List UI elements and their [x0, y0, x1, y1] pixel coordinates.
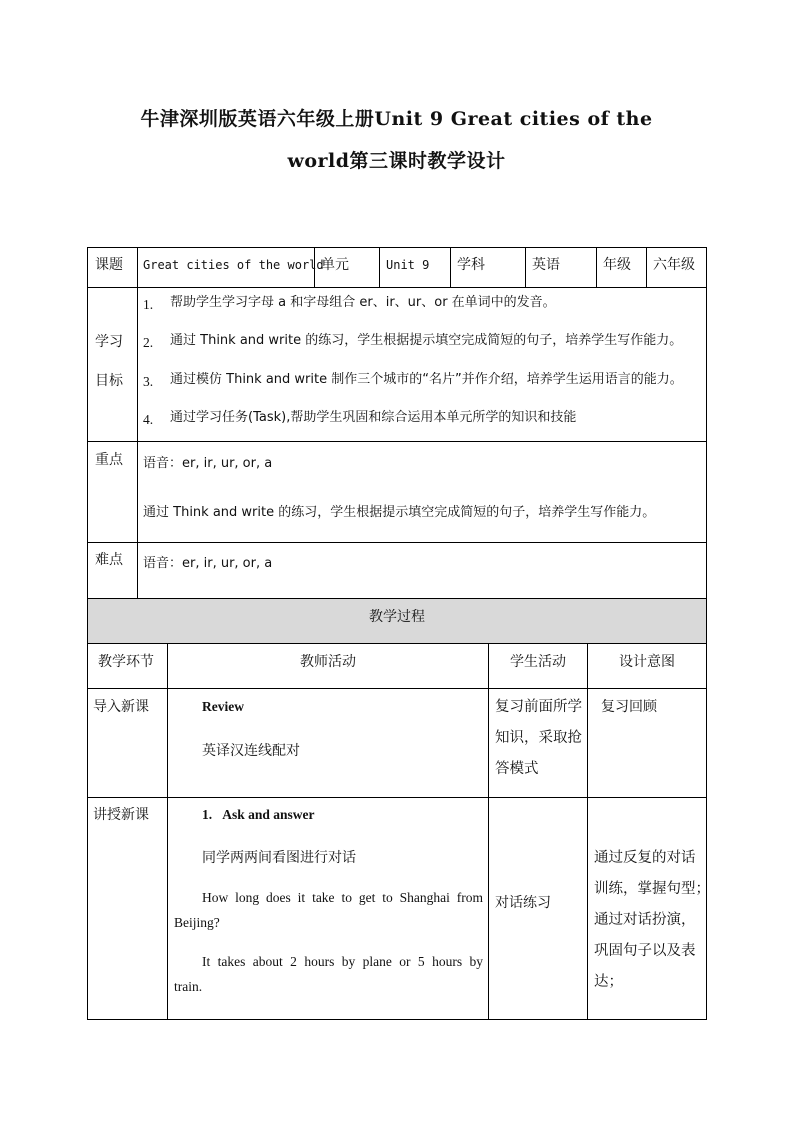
intro-student-line: 知识，采取抢	[495, 730, 582, 746]
teach-student: 对话练习	[495, 895, 551, 911]
grade-label: 年级	[603, 257, 631, 273]
column-header-teacher: 教师活动	[300, 654, 356, 670]
difficulties-label: 难点	[95, 552, 123, 568]
key-points-line-1: 语音：er, ir, ur, or, a	[143, 456, 273, 471]
objective-number: 4.	[143, 412, 154, 427]
intro-teacher-title: Review	[202, 699, 244, 714]
teach-intent-line: 通过反复的对话	[594, 850, 696, 866]
column-header-stage: 教学环节	[98, 654, 154, 670]
table-border-right	[706, 247, 707, 1020]
document-title-line-2: world第三课时教学设计	[287, 150, 506, 172]
objectives-label-2: 目标	[95, 373, 123, 389]
intro-stage: 导入新课	[93, 699, 149, 715]
table-line	[646, 247, 647, 288]
table-line	[87, 441, 707, 442]
intro-student-line: 复习前面所学	[495, 699, 582, 715]
teach-question-line-1: How long does it take to get to Shanghai from	[202, 890, 483, 905]
grade-value: 六年级	[653, 257, 695, 273]
document-title-line-1: 牛津深圳版英语六年级上册Unit 9 Great cities of the	[140, 108, 653, 130]
unit-value: Unit 9	[386, 258, 430, 272]
column-header-intent: 设计意图	[619, 654, 675, 670]
table-line	[87, 797, 707, 798]
teach-answer-line-1: It takes about 2 hours by plane or 5 hours by	[202, 954, 483, 969]
table-line	[525, 247, 526, 288]
table-border-left	[87, 247, 88, 1020]
table-border-bottom	[87, 1019, 707, 1020]
key-points-line-2: 通过 Think and write 的练习，学生根据提示填空完成简短的句子，培养学生写作能力。	[143, 505, 656, 520]
topic-value: Great cities of the world	[143, 258, 324, 272]
table-border-top	[87, 247, 707, 248]
table-line	[137, 287, 138, 599]
table-line	[596, 247, 597, 288]
topic-label: 课题	[95, 257, 123, 273]
objective-number: 2.	[143, 335, 154, 350]
column-header-student: 学生活动	[510, 654, 566, 670]
difficulties-line-1: 语音：er, ir, ur, or, a	[143, 556, 273, 571]
intro-student-line: 答模式	[495, 761, 539, 777]
key-points-label: 重点	[95, 452, 123, 468]
table-line	[587, 643, 588, 1020]
objective-number: 1.	[143, 297, 154, 312]
unit-label: 单元	[321, 257, 349, 273]
objective-number: 3.	[143, 374, 154, 389]
table-line	[87, 542, 707, 543]
intro-intent: 复习回顾	[601, 699, 657, 715]
table-line	[87, 598, 707, 599]
table-line	[87, 688, 707, 689]
objective-text: 通过模仿 Think and write 制作三个城市的“名片”并作介绍，培养学生运用语言的能力。	[170, 372, 683, 387]
table-line	[379, 247, 380, 288]
objectives-label-1: 学习	[95, 334, 123, 350]
table-line	[450, 247, 451, 288]
table-line	[87, 287, 707, 288]
table-line	[167, 643, 168, 1020]
table-line	[488, 643, 489, 1020]
teach-intent-line: 通过对话扮演，	[594, 912, 696, 928]
table-line	[87, 643, 707, 644]
teach-answer-line-2: train.	[174, 979, 203, 994]
intro-teacher-text: 英译汉连线配对	[202, 743, 300, 759]
objective-text: 帮助学生学习字母 a 和字母组合 er、ir、ur、or 在单词中的发音。	[170, 295, 556, 310]
teach-intent-line: 巩固句子以及表	[594, 943, 696, 959]
subject-label: 学科	[457, 257, 485, 273]
objective-text: 通过 Think and write 的练习，学生根据提示填空完成简短的句子，培养学生写作能力。	[170, 333, 683, 348]
teach-question-line-2: Beijing?	[174, 915, 220, 930]
teach-intent-line: 达；	[594, 974, 623, 990]
teach-teacher-title: 1. Ask and answer	[202, 807, 315, 822]
teach-intent-line: 训练，掌握句型；	[594, 881, 710, 897]
teach-teacher-intro: 同学两两间看图进行对话	[202, 850, 356, 866]
teach-stage: 讲授新课	[93, 807, 149, 823]
process-header: 教学过程	[369, 609, 425, 625]
objective-text: 通过学习任务(Task),帮助学生巩固和综合运用本单元所学的知识和技能	[170, 410, 577, 425]
table-line	[137, 247, 138, 288]
subject-value: 英语	[532, 257, 560, 273]
